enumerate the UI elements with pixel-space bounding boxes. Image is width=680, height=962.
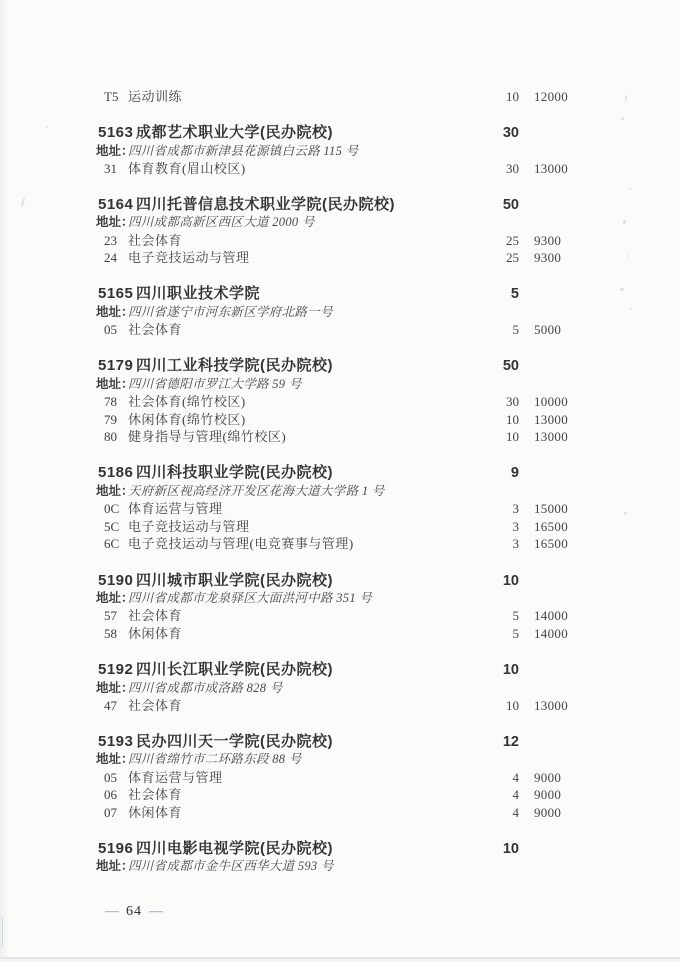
school-name: 四川工业科技学院(民办院校) — [136, 357, 333, 375]
course-fee: 16500 — [534, 536, 568, 552]
address-label: 地址： — [96, 143, 134, 158]
address-row — [0, 214, 680, 231]
course-row — [0, 535, 680, 553]
school-quota: 10 — [502, 840, 519, 857]
school-title-row — [0, 285, 680, 304]
school-code: 5179 — [98, 357, 134, 375]
address-label: 地址： — [96, 483, 134, 498]
course-name: 休闲体育 — [128, 804, 183, 820]
school-code: 5165 — [98, 285, 134, 303]
address-row — [0, 304, 680, 321]
course-row — [0, 786, 680, 804]
course-row — [0, 428, 680, 446]
address-text: 四川成都高新区西区大道 2000 号 — [128, 215, 315, 230]
course-row — [0, 518, 680, 536]
course-fee: 13000 — [534, 429, 568, 445]
course-fee: 5000 — [534, 322, 562, 338]
course-row — [0, 500, 680, 518]
course-name: 社会体育 — [128, 608, 183, 624]
course-quota: 10 — [506, 89, 519, 104]
course-code: 07 — [104, 804, 117, 820]
school-quota: 50 — [502, 358, 519, 375]
school-name: 四川长江职业学院(民办院校) — [136, 661, 333, 678]
course-quota: 4 — [512, 804, 519, 820]
address-row — [0, 376, 680, 393]
school-name: 成都艺术职业大学(民办院校) — [136, 124, 333, 142]
course-name: 运动训练 — [128, 89, 183, 104]
course-quota: 10 — [506, 411, 519, 427]
address-row — [0, 143, 680, 160]
course-fee: 9000 — [534, 769, 562, 785]
scan-bottom-line — [0, 957, 680, 959]
course-name: 电子竞技运动与管理 — [128, 250, 250, 266]
address-text: 四川省成都市新津县花源镇白云路 115 号 — [128, 143, 359, 158]
course-row — [0, 321, 680, 339]
school-title-row — [0, 357, 680, 376]
school-code: 5190 — [98, 571, 134, 589]
course-row — [0, 411, 680, 429]
course-name: 健身指导与管理(绵竹校区) — [128, 429, 287, 445]
school-quota: 12 — [502, 733, 519, 750]
school-name: 四川电影电视学院(民办院校) — [136, 839, 333, 857]
course-fee: 12000 — [534, 89, 568, 104]
course-quota: 30 — [506, 160, 519, 176]
school-name: 四川托普信息技术职业学院(民办院校) — [136, 195, 395, 213]
school-name: 民办四川天一学院(民办院校) — [136, 732, 333, 750]
school-block — [0, 733, 680, 822]
page-number: 64 — [126, 903, 142, 919]
school-code: 5164 — [98, 195, 134, 213]
address-text: 四川省德阳市罗江大学路 59 号 — [128, 376, 302, 391]
address-text: 四川省成都市龙泉驿区大面洪河中路 351 号 — [128, 591, 373, 606]
course-code: 31 — [104, 160, 117, 176]
course-row — [0, 769, 680, 787]
page-number-dash: — — [105, 903, 119, 919]
address-label: 地址： — [96, 680, 134, 695]
address-text: 四川省遂宁市河东新区学府北路一号 — [128, 304, 333, 319]
course-fee: 10000 — [534, 394, 568, 410]
course-quota: 4 — [512, 787, 519, 803]
school-title-row — [0, 196, 680, 215]
school-code: 5186 — [98, 464, 134, 482]
school-title-row — [0, 840, 680, 859]
course-name: 体育运营与管理 — [128, 769, 223, 785]
address-label: 地址： — [96, 376, 134, 391]
course-quota: 25 — [506, 250, 519, 266]
course-code: 05 — [104, 769, 117, 785]
address-text: 四川省成都市金牛区西华大道 593 号 — [128, 859, 334, 874]
school-quota: 10 — [502, 572, 519, 589]
course-name: 休闲体育(绵竹校区) — [128, 411, 246, 427]
course-quota: 25 — [506, 232, 519, 248]
course-name: 体育教育(眉山校区) — [128, 160, 246, 176]
course-row — [0, 625, 680, 643]
course-fee: 9300 — [534, 250, 562, 266]
course-quota: 3 — [512, 518, 519, 534]
course-name: 社会体育 — [128, 697, 183, 713]
course-code: 47 — [104, 697, 117, 713]
school-code: 5196 — [98, 839, 134, 857]
course-code: 5C — [104, 518, 120, 534]
course-code: 78 — [104, 394, 117, 410]
course-quota: 30 — [506, 394, 519, 410]
course-code: 57 — [104, 608, 117, 624]
school-quota: 9 — [510, 465, 519, 482]
course-code: 80 — [104, 429, 117, 445]
school-title-row — [0, 661, 680, 680]
school-block — [0, 196, 680, 267]
school-block — [0, 464, 680, 553]
course-row — [0, 607, 680, 625]
address-row — [0, 483, 680, 500]
address-row — [0, 858, 680, 875]
course-quota: 3 — [512, 536, 519, 552]
course-code: 6C — [104, 536, 120, 552]
school-name: 四川科技职业学院(民办院校) — [136, 464, 333, 482]
address-label: 地址： — [96, 591, 134, 606]
course-quota: 10 — [506, 697, 519, 713]
course-fee: 13000 — [534, 160, 568, 176]
school-name: 四川职业技术学院 — [136, 285, 261, 303]
school-title-row — [0, 464, 680, 483]
course-name: 休闲体育 — [128, 625, 183, 641]
address-label: 地址： — [96, 215, 134, 230]
school-quota: 30 — [502, 125, 519, 142]
course-quota: 10 — [506, 429, 519, 445]
address-text: 天府新区视高经济开发区花海大道大学路 1 号 — [128, 483, 385, 498]
school-title-row — [0, 733, 680, 752]
school-list — [0, 124, 680, 876]
course-fee: 14000 — [534, 625, 568, 641]
school-quota: 50 — [502, 196, 519, 213]
course-quota: 4 — [512, 769, 519, 785]
course-name: 社会体育 — [128, 787, 183, 803]
school-block — [0, 357, 680, 446]
course-row — [0, 697, 680, 715]
course-fee: 13000 — [534, 697, 568, 713]
school-quota: 5 — [510, 286, 519, 303]
course-code: 24 — [104, 250, 117, 266]
course-name: 电子竞技运动与管理 — [128, 518, 250, 534]
school-block — [0, 661, 680, 714]
address-label: 地址： — [96, 859, 134, 874]
address-label: 地址： — [96, 304, 134, 319]
course-row — [0, 232, 680, 250]
course-fee: 16500 — [534, 518, 568, 534]
course-fee: 15000 — [534, 501, 568, 517]
course-code: 23 — [104, 232, 117, 248]
course-fee: 9000 — [534, 787, 562, 803]
address-row — [0, 751, 680, 768]
course-row — [0, 88, 680, 106]
school-code: 5163 — [98, 124, 134, 142]
course-row — [0, 249, 680, 267]
school-quota: 10 — [502, 662, 519, 678]
school-code: 5192 — [98, 661, 134, 678]
course-code: 79 — [104, 411, 117, 427]
course-quota: 5 — [512, 608, 519, 624]
course-name: 社会体育 — [128, 322, 183, 338]
course-code: T5 — [104, 89, 119, 104]
course-name: 体育运营与管理 — [128, 501, 223, 517]
course-fee: 9000 — [534, 804, 562, 820]
address-row — [0, 680, 680, 697]
address-label: 地址： — [96, 752, 134, 767]
school-block — [0, 124, 680, 177]
address-text: 四川省绵竹市二环路东段 88 号 — [128, 752, 302, 767]
course-quota: 3 — [512, 501, 519, 517]
course-quota: 5 — [512, 625, 519, 641]
course-code: 06 — [104, 787, 117, 803]
course-fee: 9300 — [534, 232, 562, 248]
school-block — [0, 840, 680, 876]
course-fee: 13000 — [534, 411, 568, 427]
school-code: 5193 — [98, 732, 134, 750]
course-row — [0, 160, 680, 178]
course-quota: 5 — [512, 322, 519, 338]
school-title-row — [0, 124, 680, 143]
course-row — [0, 393, 680, 411]
course-name: 社会体育 — [128, 232, 183, 248]
school-block — [0, 285, 680, 338]
course-name: 社会体育(绵竹校区) — [128, 394, 246, 410]
course-code: 58 — [104, 625, 117, 641]
course-code: 05 — [104, 322, 117, 338]
address-row — [0, 590, 680, 607]
address-text: 四川省成都市成洛路 828 号 — [128, 680, 283, 695]
school-name: 四川城市职业学院(民办院校) — [136, 571, 333, 589]
course-fee: 14000 — [534, 608, 568, 624]
course-name: 电子竞技运动与管理(电竞赛事与管理) — [128, 536, 354, 552]
course-row — [0, 804, 680, 822]
scan-left-tick — [2, 918, 3, 946]
school-title-row — [0, 572, 680, 591]
page-footer — [105, 903, 680, 921]
page-number-dash: — — [149, 903, 163, 919]
school-block — [0, 572, 680, 643]
course-code: 0C — [104, 501, 120, 517]
